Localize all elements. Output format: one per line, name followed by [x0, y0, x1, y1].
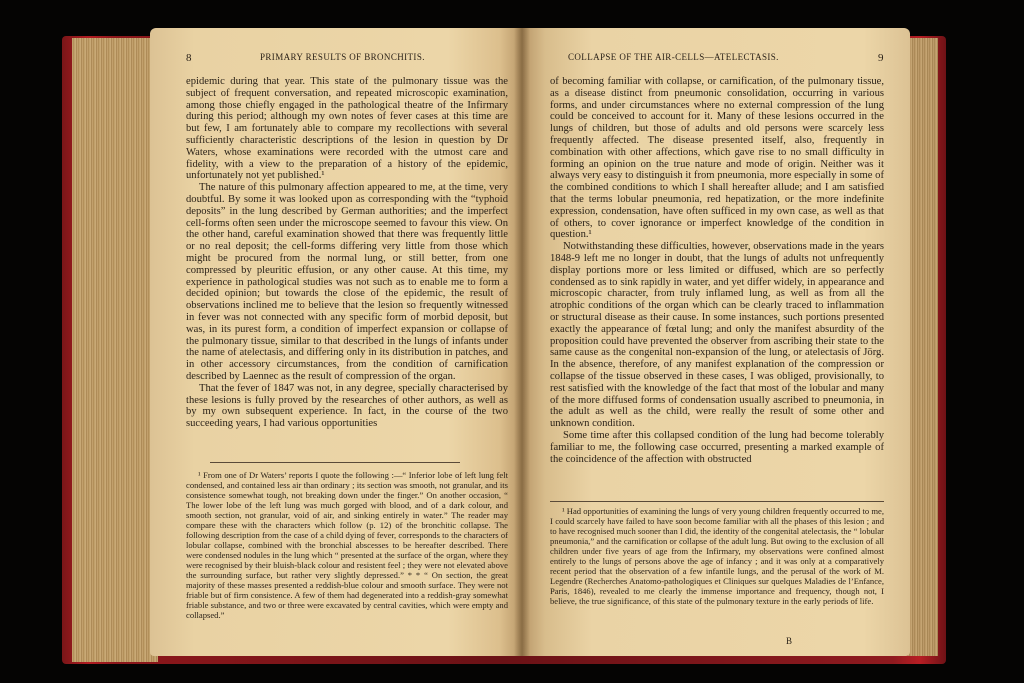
page-edges-right — [908, 38, 938, 656]
page-number: 8 — [186, 52, 192, 64]
book-gutter — [514, 28, 530, 656]
footnote-rule — [210, 462, 460, 463]
right-page — [522, 28, 910, 656]
page-number: 9 — [878, 52, 884, 64]
footnote-text: ¹ From one of Dr Waters’ reports I quote the following :—“ Inferior lobe of left lung felt condensed, and contained less air than ordinary ; its section was smooth, not granular, and its consistence somewhat tough, not breaking down under the finger.” On another occasion, “ The lower lobe of the left lung was much gorged with blood, and of a dark colour, and smooth section, not granular, void of air, and sinking entirely in water.” The reader may compare these with the characters which follow (p. 12) of the bronchitic collapse. The following description from the case of a child dying of fever, corresponds to the characters of lobular collapse, combined with the bronchial abscesses to be hereafter described. There were condensed nodules in the lung which “ presented at the surface of the organ, where they were recognised by their bluish-black colour and resistent feel ; they were not elevated above the surrounding surface, but rather very slightly depressed.” * * “ On section, the great majority of these masses presented a reddish-blue colour and smooth surface. They were not friable but of firm consistence. A few of them had degenerated into a reddish-gray somewhat friable substance, and two or three were excavated by central cavities, which were empty and collapsed.” — [186, 470, 508, 620]
page-edges-left — [72, 38, 158, 662]
paragraph: epidemic during that year. This state of the pulmonary tissue was the subject of frequent conversation, and repeated microscopic examination, among those chiefly engaged in the pathological theatre of the Infirmary during this period; although my own notes of fever cases at this time are but few, I am fortunately able to compare my recollections with several sufficiently characteristic descriptions of the lesion in question by Dr Waters, whose examinations were recorded with the utmost care and fidelity, with a view to the preparation of a history of the epidemic, unfortunately not yet published.¹ — [186, 76, 508, 182]
paragraph: That the fever of 1847 was not, in any degree, specially characterised by these lesions is fully proved by the researches of other authors, as well as by my own subsequent experience. In fact, in the course of the two succeeding years, I had various opportunities — [186, 382, 508, 430]
footnote — [550, 506, 884, 606]
footnote-rule — [550, 501, 884, 502]
paragraph: of becoming familiar with collapse, or carnification, of the pulmonary tissue, as a disease distinct from pneumonic consolidation, occurring in various forms, and under circumstances where no external compression of the lung could be conceived to account for it. Many of these lesions occurred in the lungs of children, but those of adults and old persons were scarcely less frequently affected. The disease presented itself, also, frequently in combination with other affections, which gave rise to no small difficulty in forming an opinion on the true nature and mode of origin. Neither was it always very easy to distinguish it from pneumonia, more especially in some of the combined conditions to which I shall hereafter allude; and I am satisfied that the terms lobular pneumonia, red hepatization, or the more indefinite expression, condensation, have often sufficed in my own case, as well as that of others, to cover ignorance or imperfect knowledge of the condition in question.¹ — [550, 76, 884, 241]
footnote — [186, 470, 508, 620]
running-head: COLLAPSE OF THE AIR-CELLS—ATELECTASIS. — [568, 52, 779, 62]
left-page — [150, 28, 522, 656]
paragraph: The nature of this pulmonary affection appeared to me, at the time, very doubtful. By some it was looked upon as corresponding with the “typhoid deposits” in the lung described by German authorities; and the imperfect cell-forms often seen under the microscope seemed to favour this view. On the other hand, careful examination showed that there was frequently little or no real deposit; the cell-forms differing very little from those which might be procured from the normal lung, or still better, from one compressed by pleuritic effusion, or any other cause. At this time, my experience in pathological studies was not such as to enable me to form a decided opinion; but towards the close of the epidemic, the result of observations inclined me to believe that the lesion so frequently witnessed in fever was not connected with any specific form of morbid deposit, but was, in its purest form, a condition of imperfect expansion or collapse of the pulmonary tissue, similar to that described in the lungs of infants under the name of atelectasis, and differing only in its distribution in patches, and in other accessory circumstances, from the condition of carnification described by Laennec as the result of compression of the organ. — [186, 182, 508, 382]
running-head: PRIMARY RESULTS OF BRONCHITIS. — [260, 52, 425, 62]
body-text — [550, 76, 884, 465]
open-book — [62, 24, 946, 664]
paragraph: Notwithstanding these difficulties, however, observations made in the years 1848-9 left me no longer in doubt, that the lungs of adults not unfrequently display portions more or less limited or diffused, which are so perfectly condensed as to sink rapidly in water, and yet differ widely, in appearance and microscopic character, from truly inflamed lung, as well as from all the atrophic conditions of the organ which can be clearly traced to inflammation or structural disease as their cause. In some instances, such portions presented exactly the appearance of fœtal lung; and only the manifest absurdity of the proposition could have prevented the observer from ascribing their state to the same cause as the congenital non-expansion of the lung, or atelectasis of Jörg. In the absence, therefore, of any manifest explanation of the compression or collapse of the tissue observed in these cases, I was obliged, provisionally, to rest satisfied with the knowledge of the fact that most of the lobular and many of the more diffused forms of condensation usually ascribed to pneumonia, in the adult as well as the child, were really the result of some other and unknown condition. — [550, 241, 884, 430]
paragraph: Some time after this collapsed condition of the lung had become tolerably familiar to me, the following case occurred, presenting a marked example of the coincidence of the affection with obstructed — [550, 429, 884, 465]
body-text — [186, 76, 508, 430]
footnote-text: ¹ Had opportunities of examining the lungs of very young children frequently occurred to me, I could scarcely have failed to have soon become familiar with all the phases of this lesion ; and to have recognised much sooner than I did, the identity of the congenital atelectasis, the “ lobular pneumonia,” and the carnification or collapse of the adult lung. But owing to the exclusion of all children under five years of age from the Infirmary, my observations were confined almost entirely to the lungs of persons above the age of infancy ; and it was only at a comparatively recent period that the observation of a few infantile lungs, and the perusal of the work of M. Legendre (Recherches Anatomo-pathologiques et Cliniques sur quelques Maladies de l’Enfance, Paris, 1846), revealed to me clearly the immense importance and frequency, though not, I believe, the true significance, of this state of the pulmonary texture in the early periods of life. — [550, 506, 884, 606]
signature-mark: B — [786, 636, 793, 646]
